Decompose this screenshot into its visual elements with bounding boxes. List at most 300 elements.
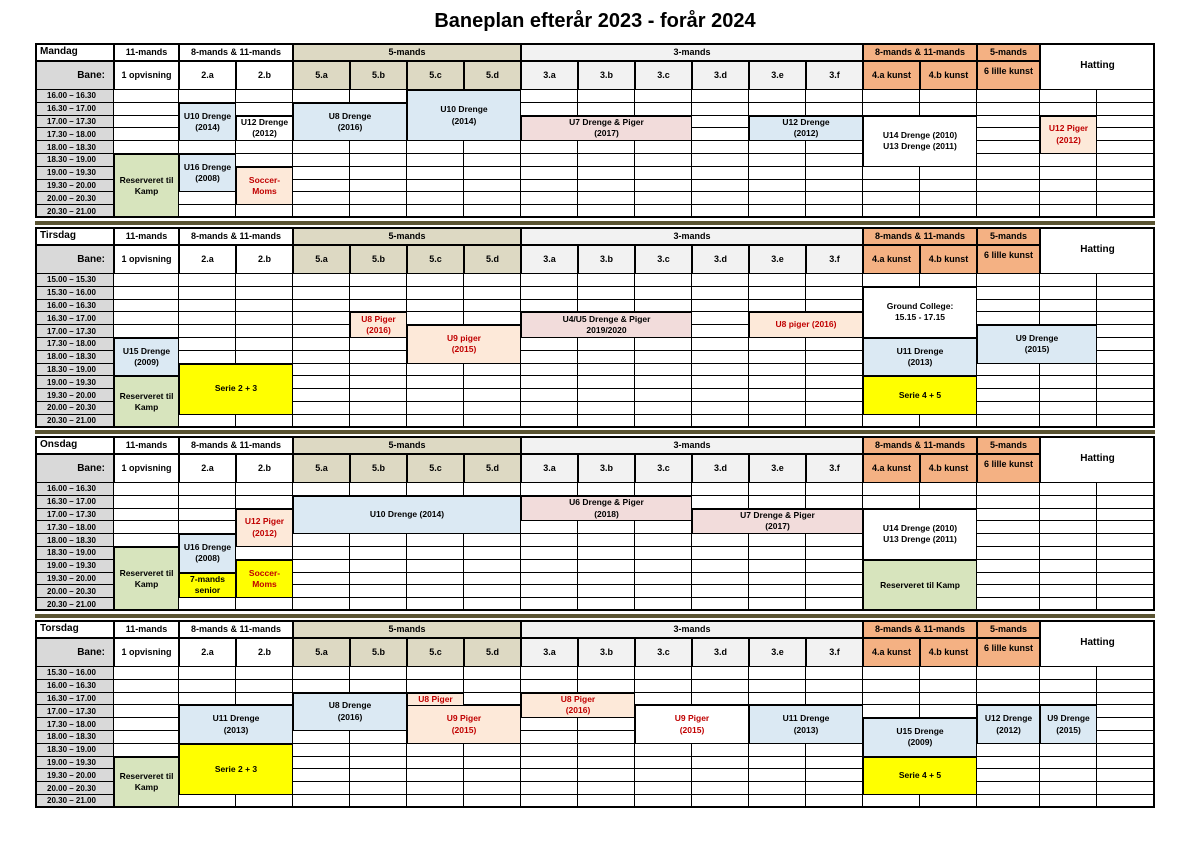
slot-cell (350, 598, 407, 611)
slot-cell (464, 744, 521, 757)
slot-cell (464, 364, 521, 377)
slot-cell (464, 141, 521, 154)
slot-cell (179, 415, 236, 428)
slot-cell (1097, 598, 1155, 611)
slot-cell (1097, 312, 1155, 325)
slot-cell (578, 585, 635, 598)
slot-cell (1097, 680, 1155, 693)
booking-block: U12 Piger (2012) (1040, 116, 1097, 154)
court-label: 2.b (236, 61, 293, 90)
slot-cell (1040, 744, 1097, 757)
slot-cell (179, 274, 236, 287)
slot-cell (977, 744, 1040, 757)
slot-cell (114, 103, 179, 116)
slot-cell (236, 103, 293, 116)
slot-cell (293, 364, 350, 377)
slot-cell (1097, 560, 1155, 573)
slot-cell (806, 167, 863, 180)
slot-cell (293, 351, 350, 364)
slot-cell (236, 338, 293, 351)
slot-cell (350, 547, 407, 560)
time-slot: 16.30 – 17.00 (35, 312, 114, 325)
slot-cell (635, 389, 692, 402)
slot-cell (293, 90, 350, 103)
time-slot: 18.30 – 19.00 (35, 364, 114, 377)
slot-cell (521, 744, 578, 757)
slot-cell (407, 376, 464, 389)
slot-cell (464, 769, 521, 782)
slot-cell (521, 769, 578, 782)
slot-cell (293, 547, 350, 560)
slot-cell (1040, 483, 1097, 496)
slot-cell (578, 667, 635, 680)
slot-cell (692, 573, 749, 586)
slot-cell (635, 338, 692, 351)
court-label: 3.c (635, 245, 692, 274)
court-label: 3.e (749, 454, 806, 483)
slot-cell (578, 205, 635, 218)
time-slot: 17.00 – 17.30 (35, 509, 114, 522)
slot-cell (407, 141, 464, 154)
slot-cell (806, 782, 863, 795)
court-label: 3.e (749, 245, 806, 274)
slot-cell (464, 167, 521, 180)
slot-cell (114, 312, 179, 325)
slot-cell (692, 300, 749, 313)
slot-cell (521, 389, 578, 402)
slot-cell (350, 287, 407, 300)
slot-cell (920, 667, 977, 680)
slot-cell (806, 547, 863, 560)
court-label: 4.b kunst (920, 638, 977, 667)
slot-cell (350, 483, 407, 496)
slot-cell (464, 598, 521, 611)
court-label: 3.d (692, 245, 749, 274)
slot-cell (1040, 667, 1097, 680)
slot-cell (977, 90, 1040, 103)
slot-cell (521, 782, 578, 795)
slot-cell (806, 141, 863, 154)
slot-cell (407, 274, 464, 287)
booking-block: U8 Piger (2016) (521, 693, 635, 719)
group-header: 11-mands (114, 43, 179, 61)
booking-block: Serie 2 + 3 (179, 364, 293, 415)
slot-cell (236, 415, 293, 428)
slot-cell (977, 116, 1040, 129)
time-slot: 16.00 – 16.30 (35, 90, 114, 103)
slot-cell (114, 667, 179, 680)
slot-cell (236, 667, 293, 680)
slot-cell (635, 795, 692, 808)
slot-cell (464, 573, 521, 586)
slot-cell (521, 795, 578, 808)
slot-cell (692, 402, 749, 415)
slot-cell (1097, 364, 1155, 377)
slot-cell (293, 300, 350, 313)
group-header: 5-mands (293, 436, 521, 454)
slot-cell (236, 300, 293, 313)
slot-cell (350, 795, 407, 808)
slot-cell (749, 667, 806, 680)
slot-cell (863, 483, 920, 496)
booking-block: U15 Drenge (2009) (863, 718, 977, 756)
slot-cell (692, 667, 749, 680)
slot-cell (578, 154, 635, 167)
booking-block: Reserveret til Kamp (863, 560, 977, 611)
slot-cell (749, 534, 806, 547)
court-label: 1 opvisning (114, 454, 179, 483)
group-header: 5-mands (977, 620, 1040, 638)
booking-block: U8 Drenge (2016) (293, 103, 407, 141)
slot-cell (293, 154, 350, 167)
slot-cell (977, 769, 1040, 782)
slot-cell (692, 364, 749, 377)
slot-cell (692, 693, 749, 706)
slot-cell (863, 167, 920, 180)
slot-cell (1097, 705, 1155, 718)
booking-block: U8 Drenge (2016) (293, 693, 407, 731)
slot-cell (114, 141, 179, 154)
court-label: 3.e (749, 61, 806, 90)
slot-cell (350, 744, 407, 757)
slot-cell (407, 192, 464, 205)
slot-cell (806, 573, 863, 586)
slot-cell (692, 154, 749, 167)
time-slot: 19.30 – 20.00 (35, 180, 114, 193)
court-label: 5.d (464, 638, 521, 667)
slot-cell (806, 90, 863, 103)
slot-cell (293, 598, 350, 611)
slot-cell (293, 560, 350, 573)
court-label: 3.e (749, 638, 806, 667)
slot-cell (1040, 364, 1097, 377)
slot-cell (407, 560, 464, 573)
slot-cell (407, 598, 464, 611)
slot-cell (521, 338, 578, 351)
slot-cell (806, 287, 863, 300)
slot-cell (350, 205, 407, 218)
slot-cell (521, 154, 578, 167)
slot-cell (521, 287, 578, 300)
court-label: 5.b (350, 638, 407, 667)
group-header: 11-mands (114, 227, 179, 245)
slot-cell (635, 180, 692, 193)
slot-cell (521, 192, 578, 205)
slot-cell (635, 769, 692, 782)
slot-cell (578, 757, 635, 770)
court-label: 3.b (578, 638, 635, 667)
slot-cell (1097, 744, 1155, 757)
slot-cell (521, 560, 578, 573)
time-slot: 20.00 – 20.30 (35, 585, 114, 598)
slot-cell (806, 667, 863, 680)
day-name: Tirsdag (35, 227, 114, 245)
slot-cell (293, 769, 350, 782)
slot-cell (635, 598, 692, 611)
slot-cell (863, 180, 920, 193)
slot-cell (692, 496, 749, 509)
slot-cell (1040, 154, 1097, 167)
group-header: 11-mands (114, 620, 179, 638)
slot-cell (863, 496, 920, 509)
slot-cell (635, 192, 692, 205)
slot-cell (806, 693, 863, 706)
slot-cell (350, 154, 407, 167)
slot-cell (179, 141, 236, 154)
bane-label: Bane: (35, 454, 114, 483)
slot-cell (407, 287, 464, 300)
slot-cell (1040, 192, 1097, 205)
slot-cell (635, 483, 692, 496)
slot-cell (1097, 116, 1155, 129)
day-name: Onsdag (35, 436, 114, 454)
slot-cell (635, 693, 692, 706)
slot-cell (635, 547, 692, 560)
booking-block: Soccer- Moms (236, 560, 293, 598)
slot-cell (179, 680, 236, 693)
slot-cell (578, 680, 635, 693)
slot-cell (521, 141, 578, 154)
slot-cell (1040, 287, 1097, 300)
slot-cell (692, 415, 749, 428)
slot-cell (806, 769, 863, 782)
slot-cell (236, 795, 293, 808)
slot-cell (920, 680, 977, 693)
slot-cell (1040, 521, 1097, 534)
slot-cell (635, 757, 692, 770)
slot-cell (114, 693, 179, 706)
slot-cell (920, 415, 977, 428)
slot-cell (635, 167, 692, 180)
slot-cell (920, 483, 977, 496)
slot-cell (977, 389, 1040, 402)
slot-cell (977, 509, 1040, 522)
slot-cell (635, 90, 692, 103)
slot-cell (293, 389, 350, 402)
slot-cell (749, 192, 806, 205)
slot-cell (578, 782, 635, 795)
time-slot: 18.00 – 18.30 (35, 534, 114, 547)
time-slot: 17.00 – 17.30 (35, 116, 114, 129)
slot-cell (692, 585, 749, 598)
slot-cell (1040, 496, 1097, 509)
slot-cell (635, 205, 692, 218)
slot-cell (350, 757, 407, 770)
slot-cell (407, 585, 464, 598)
slot-cell (407, 757, 464, 770)
slot-cell (350, 573, 407, 586)
slot-cell (1097, 415, 1155, 428)
slot-cell (1097, 338, 1155, 351)
slot-cell (749, 300, 806, 313)
slot-cell (293, 192, 350, 205)
slot-cell (806, 351, 863, 364)
slot-cell (179, 693, 236, 706)
slot-cell (521, 731, 578, 744)
time-slot: 17.30 – 18.00 (35, 128, 114, 141)
court-label: 3.b (578, 245, 635, 274)
time-slot: 19.30 – 20.00 (35, 573, 114, 586)
slot-cell (521, 573, 578, 586)
slot-cell (749, 496, 806, 509)
day-separator (35, 221, 1155, 225)
slot-cell (350, 141, 407, 154)
slot-cell (977, 167, 1040, 180)
booking-block: Ground College: 15.15 - 17.15 (863, 287, 977, 338)
slot-cell (977, 128, 1040, 141)
slot-cell (521, 680, 578, 693)
time-slot: 19.00 – 19.30 (35, 757, 114, 770)
slot-cell (1097, 795, 1155, 808)
slot-cell (920, 103, 977, 116)
slot-cell (692, 680, 749, 693)
slot-cell (236, 205, 293, 218)
slot-cell (464, 300, 521, 313)
slot-cell (749, 415, 806, 428)
court-label: 5.c (407, 61, 464, 90)
slot-cell (806, 364, 863, 377)
slot-cell (293, 287, 350, 300)
slot-cell (1097, 141, 1155, 154)
slot-cell (977, 496, 1040, 509)
slot-cell (1097, 782, 1155, 795)
slot-cell (635, 274, 692, 287)
slot-cell (578, 483, 635, 496)
slot-cell (1097, 274, 1155, 287)
slot-cell (635, 667, 692, 680)
booking-block: U16 Drenge (2008) (179, 534, 236, 572)
slot-cell (350, 667, 407, 680)
slot-cell (977, 415, 1040, 428)
court-label: 3.f (806, 245, 863, 274)
slot-cell (293, 744, 350, 757)
time-slot: 20.00 – 20.30 (35, 402, 114, 415)
slot-cell (578, 521, 635, 534)
slot-cell (464, 180, 521, 193)
slot-cell (350, 376, 407, 389)
slot-cell (464, 795, 521, 808)
slot-cell (350, 782, 407, 795)
court-label: 2.b (236, 245, 293, 274)
court-label: 4.b kunst (920, 245, 977, 274)
slot-cell (806, 205, 863, 218)
slot-cell (1040, 560, 1097, 573)
slot-cell (407, 415, 464, 428)
slot-cell (521, 90, 578, 103)
slot-cell (806, 376, 863, 389)
slot-cell (1040, 573, 1097, 586)
booking-block: U6 Drenge & Piger (2018) (521, 496, 692, 522)
slot-cell (749, 757, 806, 770)
slot-cell (293, 731, 350, 744)
slot-cell (578, 795, 635, 808)
booking-block: U9 Piger (2015) (635, 705, 749, 743)
slot-cell (1040, 90, 1097, 103)
slot-cell (293, 338, 350, 351)
slot-cell (1040, 757, 1097, 770)
slot-cell (920, 90, 977, 103)
slot-cell (749, 180, 806, 193)
slot-cell (749, 573, 806, 586)
slot-cell (977, 782, 1040, 795)
slot-cell (749, 376, 806, 389)
slot-cell (806, 154, 863, 167)
court-label: 4.a kunst (863, 245, 920, 274)
time-slot: 19.00 – 19.30 (35, 167, 114, 180)
slot-cell (236, 680, 293, 693)
slot-cell (236, 325, 293, 338)
slot-cell (293, 483, 350, 496)
booking-block: U8 Piger (407, 693, 464, 719)
slot-cell (350, 351, 407, 364)
slot-cell (578, 573, 635, 586)
slot-cell (464, 693, 521, 706)
slot-cell (350, 167, 407, 180)
booking-block: U9 Drenge (2015) (1040, 705, 1097, 743)
slot-cell (179, 90, 236, 103)
slot-cell (350, 274, 407, 287)
slot-cell (521, 415, 578, 428)
slot-cell (464, 680, 521, 693)
slot-cell (635, 521, 692, 534)
slot-cell (1097, 180, 1155, 193)
group-header: 8-mands & 11-mands (179, 227, 293, 245)
slot-cell (977, 300, 1040, 313)
slot-cell (749, 103, 806, 116)
slot-cell (1097, 128, 1155, 141)
day-section (35, 620, 1155, 808)
slot-cell (920, 192, 977, 205)
slot-cell (578, 167, 635, 180)
slot-cell (977, 795, 1040, 808)
slot-cell (464, 547, 521, 560)
slot-cell (806, 192, 863, 205)
slot-cell (293, 680, 350, 693)
slot-cell (236, 274, 293, 287)
slot-cell (179, 312, 236, 325)
slot-cell (114, 496, 179, 509)
slot-cell (464, 415, 521, 428)
slot-cell (749, 483, 806, 496)
slot-cell (977, 154, 1040, 167)
day-section (35, 227, 1155, 428)
slot-cell (464, 154, 521, 167)
slot-cell (920, 205, 977, 218)
court-label: 1 opvisning (114, 638, 179, 667)
slot-cell (236, 287, 293, 300)
booking-block: U9 Drenge (2015) (977, 325, 1097, 363)
slot-cell (977, 598, 1040, 611)
slot-cell (1097, 573, 1155, 586)
slot-cell (635, 300, 692, 313)
slot-cell (806, 483, 863, 496)
slot-cell (1040, 415, 1097, 428)
slot-cell (635, 103, 692, 116)
slot-cell (350, 560, 407, 573)
slot-cell (293, 312, 350, 325)
time-slot: 20.00 – 20.30 (35, 782, 114, 795)
slot-cell (578, 287, 635, 300)
slot-cell (407, 167, 464, 180)
time-slot: 16.00 – 16.30 (35, 483, 114, 496)
time-slot: 17.30 – 18.00 (35, 338, 114, 351)
time-slot: 15.30 – 16.00 (35, 287, 114, 300)
slot-cell (407, 680, 464, 693)
court-label: 3.f (806, 454, 863, 483)
slot-cell (293, 534, 350, 547)
slot-cell (635, 534, 692, 547)
slot-cell (1040, 376, 1097, 389)
